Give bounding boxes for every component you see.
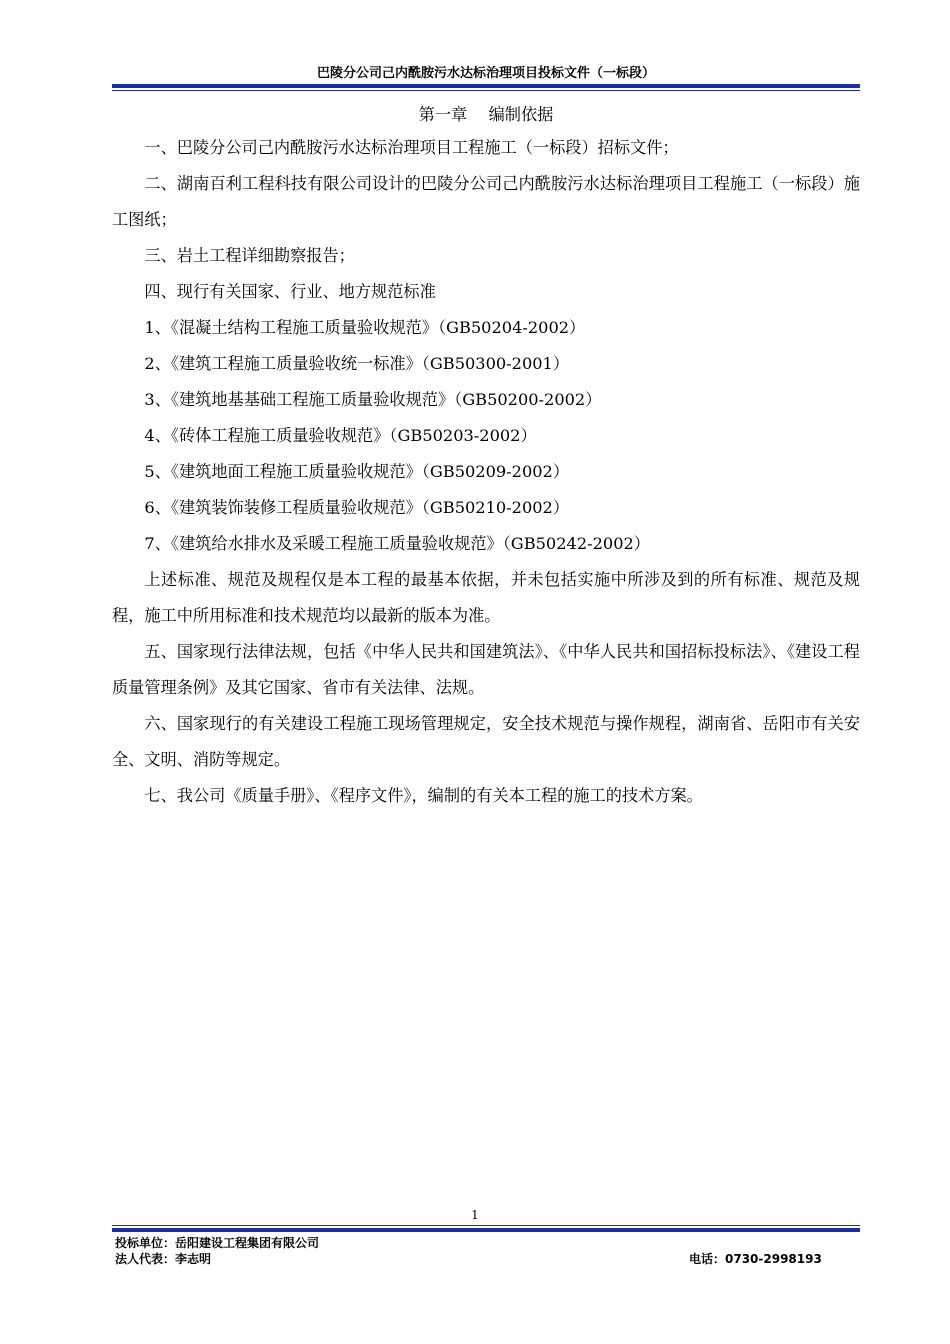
footer-phone: 电话：0730-2998193 (689, 1252, 822, 1266)
paragraph-basis-2: 二、湖南百利工程科技有限公司设计的巴陵分公司己内酰胺污水达标治理项目工程施工（一标段）施工图纸； (112, 174, 860, 229)
paragraph-basis-6: 六、国家现行的有关建设工程施工现场管理规定，安全技术规范与操作规程，湖南省、岳阳市有关安全、文明、消防等规定。 (112, 714, 860, 769)
standard-item-2: 2、《建筑工程施工质量验收统一标准》（GB50300-2001） (144, 354, 570, 373)
standard-item-4: 4、《砖体工程施工质量验收规范》（GB50203-2002） (144, 426, 537, 445)
document-body (112, 100, 860, 814)
footer-bidder: 投标单位：岳阳建设工程集团有限公司 (115, 1236, 320, 1250)
footer-legal-rep: 法人代表：李志明 (115, 1252, 212, 1266)
standard-item-7: 7、《建筑给水排水及采暖工程施工质量验收规范》（GB50242-2002） (144, 534, 650, 553)
page-number: 1 (471, 1208, 479, 1222)
footer-rule-thin (112, 1225, 860, 1226)
header-title: 巴陵分公司己内酰胺污水达标治理项目投标文件（一标段） (316, 66, 655, 81)
standard-item-5: 5、《建筑地面工程施工质量验收规范》（GB50209-2002） (144, 462, 570, 481)
header-rule (112, 84, 860, 88)
paragraph-basis-7: 七、我公司《质量手册》、《程序文件》，编制的有关本工程的施工的技术方案。 (144, 786, 703, 805)
paragraph-basis-1: 一、巴陵分公司己内酰胺污水达标治理项目工程施工（一标段）招标文件； (144, 138, 679, 157)
standard-item-6: 6、《建筑装饰装修工程质量验收规范》（GB50210-2002） (144, 498, 570, 517)
paragraph-basis-3: 三、岩土工程详细勘察报告； (144, 246, 355, 265)
paragraph-basis-5: 五、国家现行法律法规，包括《中华人民共和国建筑法》、《中华人民共和国招标投标法》、《建设工程质量管理条例》及其它国家、省市有关法律、法规。 (112, 642, 860, 697)
footer-rule (112, 1228, 860, 1232)
chapter-title: 第一章 编制依据 (418, 105, 554, 124)
standard-item-3: 3、《建筑地基基础工程施工质量验收规范》（GB50200-2002） (144, 390, 602, 409)
standards-note: 上述标准、规范及规程仅是本工程的最基本依据，并未包括实施中所涉及到的所有标准、规范及规程，施工中所用标准和技术规范均以最新的版本为准。 (112, 570, 860, 625)
paragraph-basis-4: 四、现行有关国家、行业、地方规范标准 (144, 282, 436, 301)
header-rule-thin (112, 90, 860, 91)
standard-item-1: 1、《混凝土结构工程施工质量验收规范》（GB50204-2002） (144, 318, 586, 337)
